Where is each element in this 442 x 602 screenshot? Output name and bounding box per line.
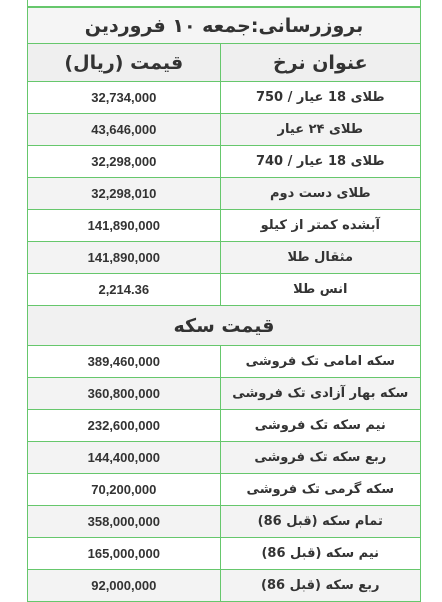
rate-price: 32,734,000: [28, 82, 221, 114]
price-table: [27, 7, 421, 602]
table-row: [28, 274, 421, 306]
caption-row: [28, 8, 421, 44]
table-top-edge: [27, 0, 421, 7]
rate-name: سکه امامی تک فروشی: [220, 346, 420, 378]
rate-price: 141,890,000: [28, 210, 221, 242]
table-row: [28, 210, 421, 242]
header-row: [28, 44, 421, 82]
col-name-header: عنوان نرخ: [220, 44, 420, 82]
rate-price: 232,600,000: [28, 410, 221, 442]
table-row: [28, 442, 421, 474]
rate-price: 2,214.36: [28, 274, 221, 306]
rate-price: 141,890,000: [28, 242, 221, 274]
table-row: [28, 346, 421, 378]
table-row: [28, 474, 421, 506]
rate-name: آبشده کمتر از کیلو: [220, 210, 420, 242]
table-row: [28, 82, 421, 114]
col-price-header: قیمت (ریال): [28, 44, 221, 82]
rate-price: 358,000,000: [28, 506, 221, 538]
update-caption: بروزرسانی:جمعه ۱۰ فروردین: [28, 8, 421, 44]
table-row: [28, 410, 421, 442]
rate-name: سکه بهار آزادی تک فروشی: [220, 378, 420, 410]
table-row: [28, 146, 421, 178]
rate-name: طلای دست دوم: [220, 178, 420, 210]
table-row: [28, 570, 421, 602]
rate-name: طلای ۲۴ عیار: [220, 114, 420, 146]
rate-price: 32,298,000: [28, 146, 221, 178]
rate-price: 43,646,000: [28, 114, 221, 146]
rate-price: 32,298,010: [28, 178, 221, 210]
rate-name: نیم سکه (قبل 86): [220, 538, 420, 570]
table-row: [28, 378, 421, 410]
rate-price: 389,460,000: [28, 346, 221, 378]
rate-price: 92,000,000: [28, 570, 221, 602]
table-row: [28, 506, 421, 538]
rate-name: نیم سکه تک فروشی: [220, 410, 420, 442]
coin-section-row: [28, 306, 421, 346]
rate-name: ربع سکه تک فروشی: [220, 442, 420, 474]
rate-name: انس طلا: [220, 274, 420, 306]
rate-name: مثقال طلا: [220, 242, 420, 274]
rate-name: سکه گرمی تک فروشی: [220, 474, 420, 506]
coin-section-title: قیمت سکه: [28, 306, 421, 346]
rate-price: 70,200,000: [28, 474, 221, 506]
rate-name: طلای 18 عیار / 750: [220, 82, 420, 114]
table-row: [28, 114, 421, 146]
table-row: [28, 242, 421, 274]
rate-price: 144,400,000: [28, 442, 221, 474]
table-row: [28, 178, 421, 210]
table-row: [28, 538, 421, 570]
rate-price: 165,000,000: [28, 538, 221, 570]
rate-name: ربع سکه (قبل 86): [220, 570, 420, 602]
rate-name: تمام سکه (قبل 86): [220, 506, 420, 538]
rate-name: طلای 18 عیار / 740: [220, 146, 420, 178]
rate-price: 360,800,000: [28, 378, 221, 410]
